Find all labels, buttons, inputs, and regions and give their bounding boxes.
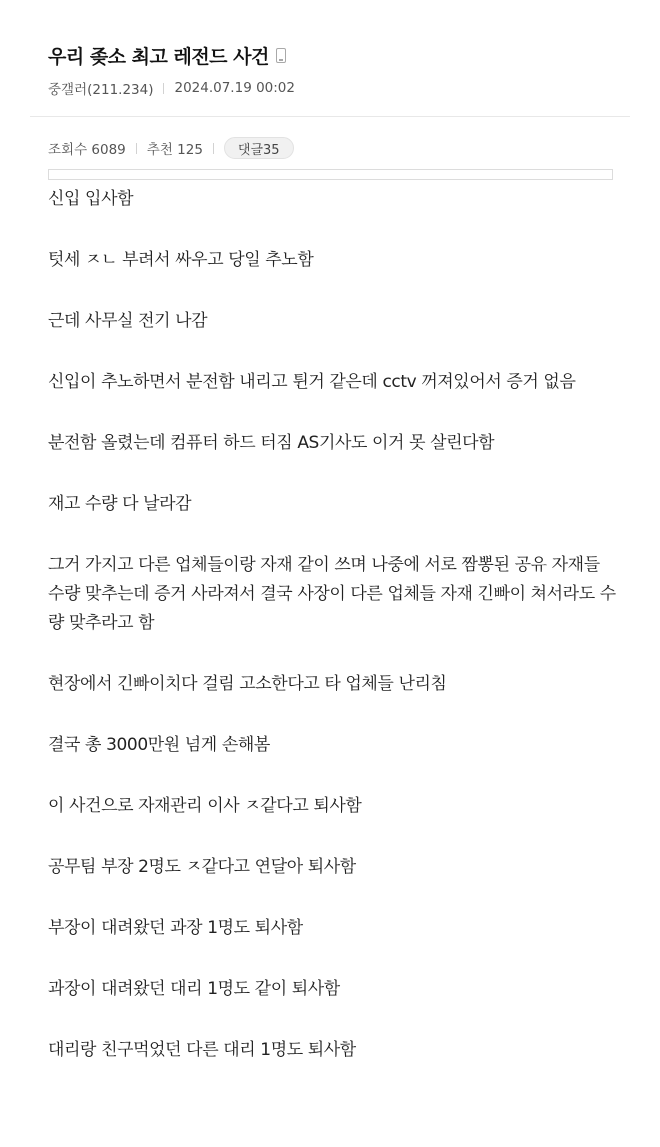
body-paragraph: 공무팀 부장 2명도 ㅈ같다고 연달아 퇴사함 <box>48 857 356 877</box>
body-paragraph: 대리랑 친구먹었던 다른 대리 1명도 퇴사함 <box>48 1040 356 1060</box>
body-paragraph: 이 사건으로 자재관리 이사 ㅈ같다고 퇴사함 <box>48 796 362 816</box>
stats-separator <box>136 143 137 154</box>
content-top-bar <box>48 169 613 180</box>
body-paragraph: 근데 사무실 전기 나감 <box>48 311 208 331</box>
body-paragraph: 분전함 올렸는데 컴퓨터 하드 터짐 AS기사도 이거 못 살린다함 <box>48 433 495 453</box>
recommend-count: 추천 125 <box>146 142 203 158</box>
title-row <box>48 40 630 70</box>
body-paragraph: 신입 입사함 <box>48 189 134 209</box>
stats-separator <box>213 143 214 154</box>
body-paragraph: 결국 총 3000만원 넘게 손해봄 <box>48 735 270 755</box>
body-paragraph: 텃세 ㅈㄴ 부려서 싸우고 당일 추노함 <box>48 250 314 270</box>
stats-row <box>48 136 294 160</box>
meta-separator <box>163 83 164 94</box>
body-paragraph: 신입이 추노하면서 분전함 내리고 튄거 같은데 cctv 꺼져있어서 증거 없음 <box>48 372 576 392</box>
post-body <box>48 185 620 1065</box>
body-paragraph: 재고 수량 다 날라감 <box>48 494 192 514</box>
post-title: 우리 좆소 최고 레전드 사건 <box>48 45 269 68</box>
mobile-icon <box>276 48 286 63</box>
comment-count-button[interactable]: 댓글35 <box>224 137 294 159</box>
author-name[interactable]: 중갤러(211.234) <box>48 82 154 98</box>
body-paragraph: 부장이 대려왔던 과장 1명도 퇴사함 <box>48 918 303 938</box>
body-paragraph: 현장에서 긴빠이치다 걸림 고소한다고 타 업체들 난리침 <box>48 674 447 694</box>
body-paragraph: 과장이 대려왔던 대리 1명도 같이 퇴사함 <box>48 979 340 999</box>
body-paragraph: 그거 가지고 다른 업체들이랑 자재 같이 쓰며 나중에 서로 짬뽕된 공유 자재들 수량 맞추는데 증거 사라져서 결국 사장이 다른 업체들 자재 긴빠이 쳐서라도 수량 맞추라고 함 <box>48 555 616 633</box>
meta-row <box>48 78 630 98</box>
view-count: 조회수 6089 <box>48 142 126 158</box>
post-datetime: 2024.07.19 00:02 <box>174 80 295 96</box>
post-header <box>48 40 630 98</box>
header-divider <box>30 116 630 117</box>
